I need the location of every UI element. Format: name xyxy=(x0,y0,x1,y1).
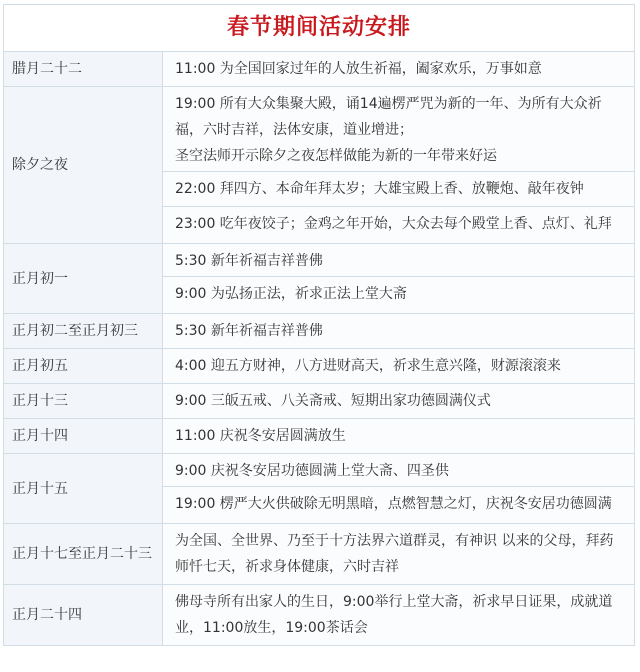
event-item: 11:00 庆祝冬安居圆满放生 xyxy=(175,428,346,444)
event-line: 圣空法师开示除夕之夜怎样做能为新的一年带来好运 xyxy=(175,148,497,164)
event-cell xyxy=(163,454,635,524)
event-cell xyxy=(163,314,635,349)
date-cell: 正月初五 xyxy=(4,349,163,384)
event-item: 9:00 三皈五戒、八关斋戒、短期出家功德圆满仪式 xyxy=(175,393,491,409)
event-item: 为全国、全世界、乃至于十方法界六道群灵，有神识 以来的父母，拜药师忏七天，祈求身体健康，六时吉祥 xyxy=(175,533,614,575)
event-item: 23:00 吃年夜饺子；金鸡之年开始，大众去每个殿堂上香、点灯、礼拜 xyxy=(163,206,634,241)
date-cell: 正月十七至正月二十三 xyxy=(4,524,163,585)
date-cell: 正月初一 xyxy=(4,244,163,314)
event-cell xyxy=(163,52,635,87)
event-cell xyxy=(163,419,635,454)
event-item: 9:00 为弘扬正法，祈求正法上堂大斋 xyxy=(163,276,634,311)
table-row xyxy=(4,454,635,524)
date-cell: 腊月二十二 xyxy=(4,52,163,87)
date-cell: 正月初二至正月初三 xyxy=(4,314,163,349)
table-row xyxy=(4,87,635,244)
event-item xyxy=(175,89,626,171)
table-row xyxy=(4,419,635,454)
table-row xyxy=(4,52,635,87)
event-item: 佛母寺所有出家人的生日，9:00举行上堂大斋，祈求早日证果，成就道业，11:00放生，19:00茶话会 xyxy=(175,594,613,636)
event-cell xyxy=(163,244,635,314)
table-row xyxy=(4,349,635,384)
table-row xyxy=(4,585,635,646)
event-item: 11:00 为全国回家过年的人放生祈福，阖家欢乐，万事如意 xyxy=(175,61,542,77)
date-cell: 除夕之夜 xyxy=(4,87,163,244)
event-item: 4:00 迎五方财神，八方进财高天，祈求生意兴隆，财源滚滚来 xyxy=(175,358,561,374)
schedule-container xyxy=(3,4,635,646)
event-item: 22:00 拜四方、本命年拜太岁；大雄宝殿上香、放鞭炮、敲年夜钟 xyxy=(163,171,634,206)
event-cell xyxy=(163,384,635,419)
date-cell: 正月十三 xyxy=(4,384,163,419)
event-item: 19:00 楞严大火供破除无明黑暗，点燃智慧之灯，庆祝冬安居功德圆满 xyxy=(163,486,634,521)
table-row xyxy=(4,244,635,314)
event-line: 19:00 所有大众集聚大殿，诵14遍楞严咒为新的一年、为所有大众祈福，六时吉祥，法体安康，道业增进； xyxy=(175,96,602,138)
event-cell xyxy=(163,87,635,244)
schedule-table xyxy=(3,51,635,646)
event-item: 5:30 新年祈福吉祥普佛 xyxy=(175,323,323,339)
date-cell: 正月二十四 xyxy=(4,585,163,646)
table-row xyxy=(4,314,635,349)
table-row xyxy=(4,524,635,585)
event-cell xyxy=(163,349,635,384)
date-cell: 正月十五 xyxy=(4,454,163,524)
event-cell xyxy=(163,585,635,646)
event-cell xyxy=(163,524,635,585)
schedule-title: 春节期间活动安排 xyxy=(3,4,635,51)
event-item: 5:30 新年祈福吉祥普佛 xyxy=(175,253,323,269)
date-cell: 正月十四 xyxy=(4,419,163,454)
table-row xyxy=(4,384,635,419)
event-item: 9:00 庆祝冬安居功德圆满上堂大斋、四圣供 xyxy=(175,463,449,479)
